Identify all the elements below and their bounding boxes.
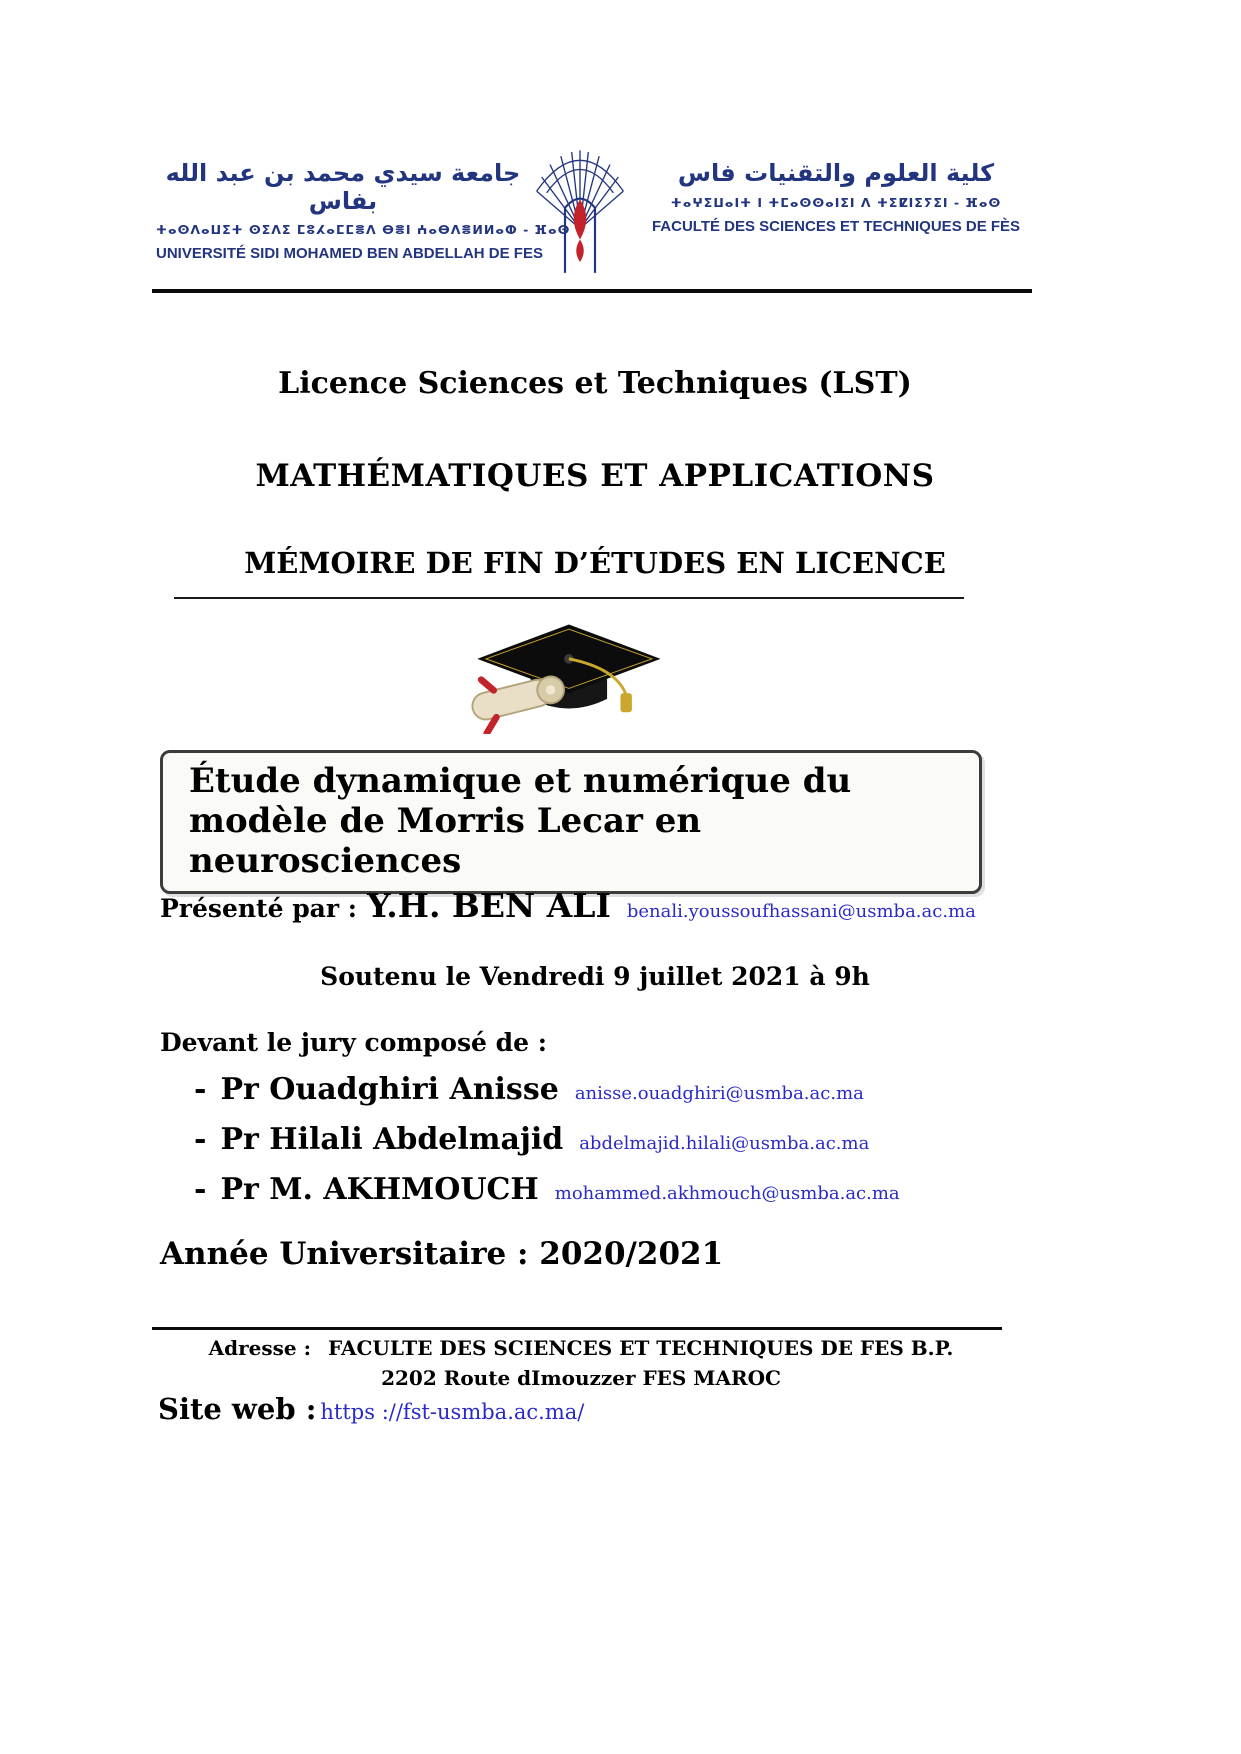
jury-bullet: - — [194, 1172, 207, 1207]
university-name-tifinagh: ⵜⴰⵙⴷⴰⵡⵉⵜ ⵙⵉⴷⵉ ⵎⵓⵃⴰⵎⵎⴻⴷ ⴱⴻⵏ ⵄⴰⴱⴷⴻⵍⵍⴰⵀ - ⴼⴰⵙ — [156, 222, 571, 238]
academic-year: Année Universitaire : 2020/2021 — [160, 1236, 724, 1272]
faculty-name-french: FACULTÉ DES SCIENCES ET TECHNIQUES DE FÈS — [651, 217, 1021, 235]
header-divider — [152, 289, 1032, 293]
jury-bullet: - — [194, 1122, 207, 1157]
document-type-title: MÉMOIRE DE FIN D’ÉTUDES EN LICENCE — [244, 546, 946, 580]
jury-member-name: Pr Hilali Abdelmajid — [220, 1122, 564, 1157]
author-name: Y.H. BEN ALI — [366, 886, 611, 925]
defense-date: Soutenu le Vendredi 9 juillet 2021 à 9h — [320, 962, 870, 991]
site-web-label: Site web : — [158, 1392, 317, 1426]
presented-by-label: Présenté par : — [160, 894, 357, 923]
jury-member-row — [194, 1072, 900, 1107]
university-header — [156, 159, 571, 263]
faculty-header — [636, 160, 1036, 235]
faculty-name-tifinagh: ⵜⴰⵖⵉⵡⴰⵏⵜ ⵏ ⵜⵎⴰⵙⵙⴰⵏⵉⵏ ⴷ ⵜⵉⵇⵏⵉⵢⵉⵏ - ⴼⴰⵙ — [670, 194, 1002, 210]
jury-member-name: Pr Ouadghiri Anisse — [220, 1072, 559, 1107]
faculty-name-arabic: كلية العلوم والتقنيات فاس — [677, 159, 995, 187]
address-line2: 2202 Route dImouzzer FES MAROC — [381, 1366, 781, 1390]
program-title: Licence Sciences et Techniques (LST) — [278, 366, 912, 401]
graduation-cap-image — [462, 618, 672, 734]
jury-list — [194, 1072, 900, 1222]
university-name-french: UNIVERSITÉ SIDI MOHAMED BEN ABDELLAH DE FES — [156, 245, 543, 263]
university-name-arabic: جامعة سيدي محمد بن عبد الله بفاس — [165, 159, 521, 215]
footer-divider — [152, 1327, 1002, 1330]
site-web-link[interactable]: https ://fst-usmba.ac.ma/ — [320, 1400, 585, 1424]
address-text: FACULTE DES SCIENCES ET TECHNIQUES DE FES B.P. — [327, 1336, 954, 1360]
jury-member-email-link[interactable]: anisse.ouadghiri@usmba.ac.ma — [574, 1083, 864, 1104]
jury-member-row — [194, 1122, 900, 1157]
title-divider — [174, 597, 964, 599]
jury-member-email-link[interactable]: mohammed.akhmouch@usmba.ac.ma — [554, 1183, 900, 1204]
presented-by-row — [160, 886, 976, 925]
site-web-row — [158, 1392, 584, 1426]
jury-heading: Devant le jury composé de : — [160, 1028, 547, 1057]
author-email-link[interactable]: benali.youssoufhassani@usmba.ac.ma — [626, 901, 976, 922]
address-line1 — [158, 1336, 1004, 1360]
thesis-title-line1: Étude dynamique et numérique du — [189, 761, 852, 801]
jury-member-email-link[interactable]: abdelmajid.hilali@usmba.ac.ma — [579, 1133, 870, 1154]
thesis-title-box — [160, 750, 982, 894]
jury-member-name: Pr M. AKHMOUCH — [220, 1172, 539, 1207]
jury-member-row — [194, 1172, 900, 1207]
speciality-title: MATHÉMATIQUES ET APPLICATIONS — [255, 458, 935, 494]
university-logo — [530, 148, 630, 276]
address-label: Adresse : — [208, 1336, 311, 1360]
emblem-icon — [530, 148, 630, 276]
graduation-cap-icon — [462, 618, 672, 734]
thesis-title-line2: modèle de Morris Lecar en neurosciences — [189, 801, 702, 882]
jury-bullet: - — [194, 1072, 207, 1107]
